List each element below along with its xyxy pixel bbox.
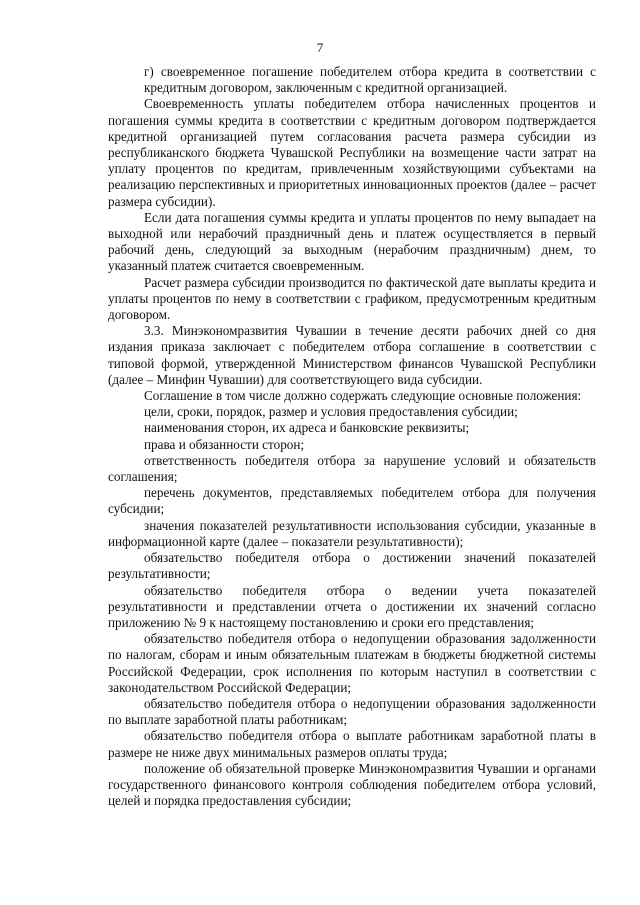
paragraph: обязательство победителя отбора о ведении учета показателей результативности и представлении отчета о достижении их значений согласно приложению № 9 к настоящему постановлению и сроки его представления;	[108, 582, 596, 630]
paragraph: Если дата погашения суммы кредита и уплаты процентов по нему выпадает на выходной или нерабочий праздничный день и платеж осуществляется в первый рабочий день, следующий за выходным (нерабочим праздничным) днем, то указанный платеж считается своевременным.	[108, 209, 596, 274]
paragraph: наименования сторон, их адреса и банковские реквизиты;	[144, 420, 470, 436]
page-number: 7	[316, 40, 324, 55]
paragraph: права и обязанности сторон;	[144, 436, 305, 452]
paragraph: перечень документов, представляемых победителем отбора для получения субсидии;	[108, 485, 596, 517]
paragraph: г) своевременное погашение победителем отбора кредита в соответствии с кредитным договором, заключенным с кредитной организацией.	[144, 64, 596, 96]
paragraph: 3.3. Минэкономразвития Чувашии в течение десяти рабочих дней со дня издания приказа заключает с победителем отбора соглашение в соответствии с типовой формой, утвержденной Министерством финансов Чувашской Республики (далее – Минфин Чувашии) для соответствующего вида субсидии.	[108, 323, 596, 387]
paragraph: ответственность победителя отбора за нарушение условий и обязательств соглашения;	[108, 452, 596, 485]
paragraph: Своевременность уплаты победителем отбора начисленных процентов и погашения суммы кредита в соответствии с кредитным договором подтверждается кредитной организацией путем согласования расчета размера субсидии из республиканского бюджета Чувашской Республики на возмещение части затрат на уплату процентов по кредитам, привлеченным хозяйствующими субъектами на реализацию перспективных и приоритетных инновационных проектов (далее – расчет размера субсидии).	[108, 96, 596, 209]
paragraph: Соглашение в том числе должно содержать следующие основные положения:	[144, 388, 582, 404]
document-body	[108, 64, 596, 809]
paragraph: положение об обязательной проверке Минэкономразвития Чувашии и органами государственного финансового контроля соблюдения победителем отбора условий, целей и порядка предоставления субсидии;	[108, 760, 596, 809]
paragraph: обязательство победителя отбора о недопущении образования задолженности по выплате заработной платы работникам;	[108, 695, 596, 728]
paragraph: обязательство победителя отбора о достижении значений показателей результативности;	[108, 550, 596, 582]
paragraph: обязательство победителя отбора о недопущении образования задолженности по налогам, сборам и иным обязательным платежам в бюджеты бюджетной системы Российской Федерации, срок исполнения по которым наступил в соответствии с законодательством Российской Федерации;	[108, 631, 596, 695]
paragraph: значения показателей результативности использования субсидии, указанные в информационной карте (далее – показатели результативности);	[108, 517, 596, 549]
paragraph: обязательство победителя отбора о выплате работникам заработной платы в размере не ниже двух минимальных размеров оплаты труда;	[108, 728, 596, 760]
paragraph: Расчет размера субсидии производится по фактической дате выплаты кредита и уплаты процентов по нему в соответствии с графиком, предусмотренным кредитным договором.	[108, 274, 596, 323]
paragraph: цели, сроки, порядок, размер и условия предоставления субсидии;	[144, 404, 518, 420]
